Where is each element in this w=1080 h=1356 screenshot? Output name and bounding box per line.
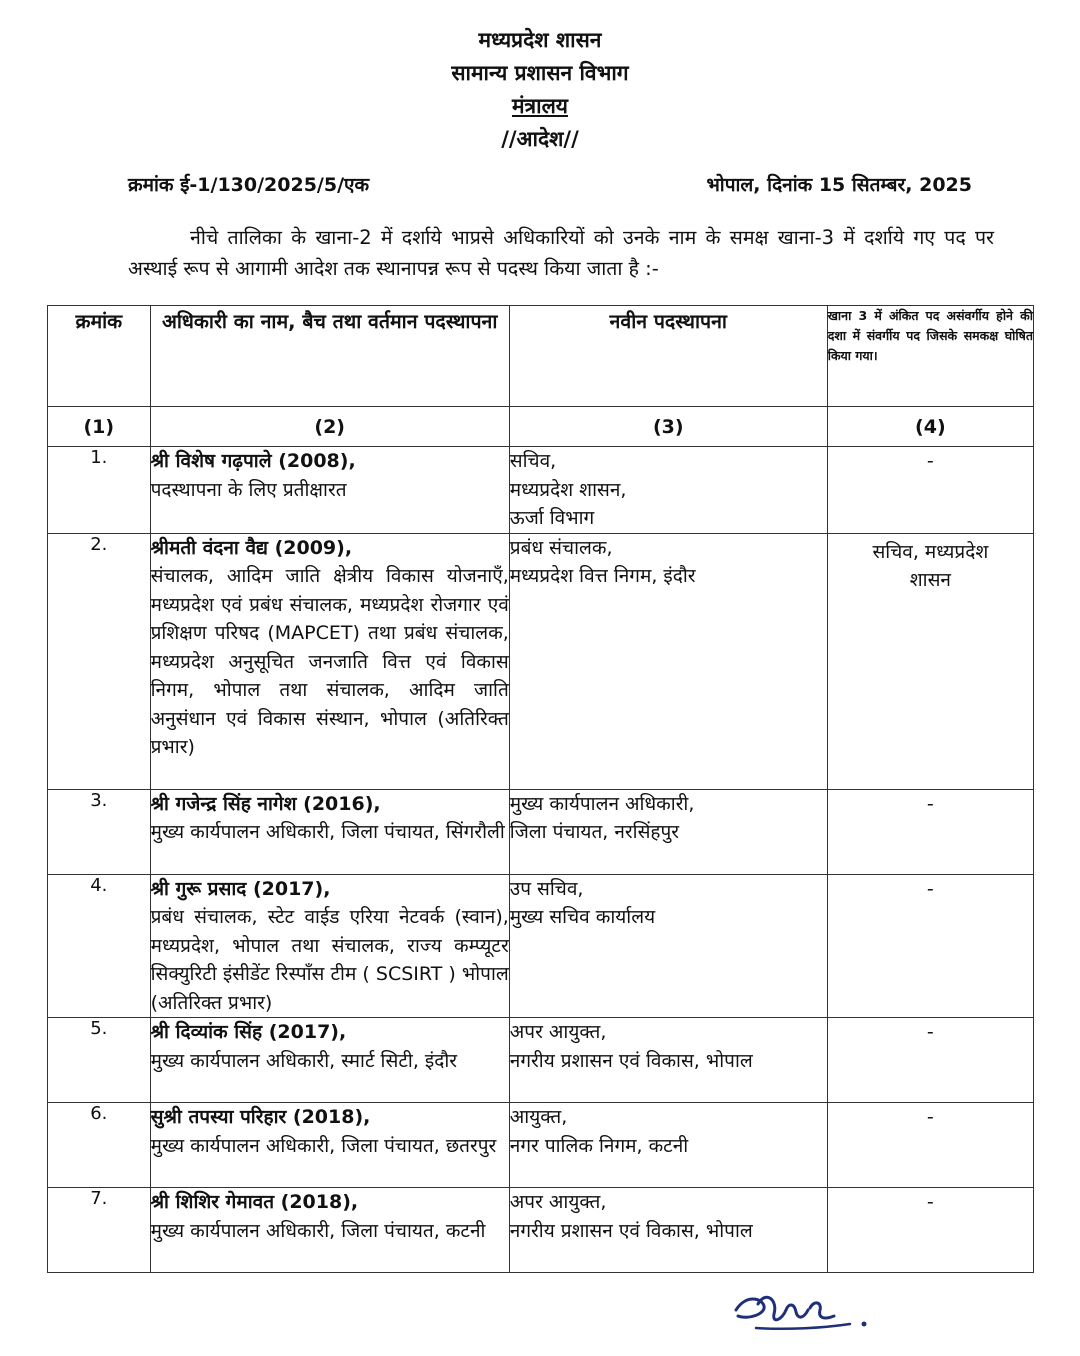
header-officer: अधिकारी का नाम, बैच तथा वर्तमान पदस्थापना [150, 306, 509, 407]
row-serial-number: 4. [48, 874, 151, 1018]
table-row [48, 533, 1034, 789]
table-row [48, 1188, 1034, 1273]
column-number: (3) [509, 407, 827, 447]
officer-cell [150, 1188, 509, 1273]
department-name: सामान्य प्रशासन विभाग [451, 61, 629, 85]
postings-table [47, 305, 1034, 1273]
order-label: //आदेश// [501, 127, 579, 151]
current-posting: प्रबंध संचालक, स्टेट वाईड एरिया नेटवर्क (स्वान), मध्यप्रदेश, भोपाल तथा संचालक, राज्य कम्प्यूटर सिक्युरिटी इंसीडेंट रिस्पाँस टीम ( SCSIRT ) भोपाल (अतिरिक्त प्रभार) [150, 906, 509, 1014]
order-number: क्रमांक ई-1/130/2025/5/एक [128, 174, 370, 196]
current-posting: संचालक, आदिम जाति क्षेत्रीय विकास योजनाएँ, मध्यप्रदेश एवं प्रबंध संचालक, मध्यप्रदेश रोजगार एवं प्रशिक्षण परिषद (MAPCET) तथा प्रबंध संचालक, मध्यप्रदेश अनुसूचित जनजाति वित्त एवं विकास निगम, भोपाल तथा संचालक, आदिम जाति अनुसंधान एवं विकास संस्थान, भोपाल (अतिरिक्त प्रभार) [150, 565, 509, 758]
officer-name: श्री विशेष गढ़पाले (2008), [150, 450, 356, 472]
new-posting-cell [509, 1018, 827, 1103]
officer-name: श्री शिशिर गेमावत (2018), [150, 1191, 359, 1213]
new-posting-line: मध्यप्रदेश शासन, [509, 478, 627, 501]
new-posting-line: अपर आयुक्त, [509, 1021, 607, 1043]
table-row [48, 1103, 1034, 1188]
officer-cell [150, 447, 509, 534]
column-number-row [48, 407, 1034, 447]
current-posting: मुख्य कार्यपालन अधिकारी, स्मार्ट सिटी, इंदौर [150, 1049, 458, 1072]
new-posting-line: मुख्य सचिव कार्यालय [509, 906, 656, 928]
column-number: (4) [827, 407, 1033, 447]
table-row [48, 1018, 1034, 1103]
header-equivalent: खाना 3 में अंकित पद असंवर्गीय होने की दशा में संवर्गीय पद जिसके समकक्ष घोषित किया गया। [827, 306, 1033, 407]
current-posting: मुख्य कार्यपालन अधिकारी, जिला पंचायत, कटनी [150, 1219, 486, 1242]
table-row [48, 447, 1034, 534]
signature-icon [728, 1280, 878, 1345]
new-posting-cell [509, 789, 827, 874]
equivalent-post: - [827, 874, 1033, 1018]
document-header [0, 24, 1080, 156]
officer-name: श्री दिव्यांक सिंह (2017), [150, 1021, 347, 1043]
table-body [48, 447, 1034, 1273]
equivalent-post: सचिव, मध्यप्रदेश शासन [827, 533, 1033, 789]
new-posting-line: जिला पंचायत, नरसिंहपुर [509, 821, 680, 843]
new-posting-line: उप सचिव, [509, 877, 584, 900]
row-serial-number: 2. [48, 533, 151, 789]
equivalent-post: - [827, 1018, 1033, 1103]
new-posting-cell [509, 1103, 827, 1188]
table-row [48, 789, 1034, 874]
header-sno: क्रमांक [48, 306, 151, 407]
officer-cell [150, 1103, 509, 1188]
header-new-posting: नवीन पदस्थापना [509, 306, 827, 407]
officer-name: श्रीमती वंदना वैद्य (2009), [150, 536, 353, 559]
new-posting-line: नगरीय प्रशासन एवं विकास, भोपाल [509, 1049, 753, 1072]
ministry-label: मंत्रालय [511, 94, 568, 118]
officer-name: सुश्री तपस्या परिहार (2018), [150, 1106, 371, 1128]
new-posting-line: ऊर्जा विभाग [509, 507, 595, 529]
new-posting-line: आयुक्त, [509, 1106, 568, 1128]
equivalent-post: - [827, 789, 1033, 874]
equivalent-post: - [827, 1103, 1033, 1188]
column-number: (2) [150, 407, 509, 447]
equivalent-post: - [827, 1188, 1033, 1273]
new-posting-cell [509, 533, 827, 789]
column-number: (1) [48, 407, 151, 447]
new-posting-line: अपर आयुक्त, [509, 1191, 607, 1213]
row-serial-number: 3. [48, 789, 151, 874]
new-posting-line: नगरीय प्रशासन एवं विकास, भोपाल [509, 1219, 753, 1242]
row-serial-number: 5. [48, 1018, 151, 1103]
table-row [48, 874, 1034, 1018]
table-header-row [48, 306, 1034, 407]
row-serial-number: 6. [48, 1103, 151, 1188]
new-posting-cell [509, 447, 827, 534]
officer-cell [150, 1018, 509, 1103]
new-posting-cell [509, 874, 827, 1018]
officer-cell [150, 789, 509, 874]
current-posting: मुख्य कार्यपालन अधिकारी, जिला पंचायत, सिंगरौली [150, 821, 505, 843]
current-posting: मुख्य कार्यपालन अधिकारी, जिला पंचायत, छतरपुर [150, 1134, 497, 1157]
officer-name: श्री गुरू प्रसाद (2017), [150, 877, 331, 900]
new-posting-cell [509, 1188, 827, 1273]
officer-name: श्री गजेन्द्र सिंह नागेश (2016), [150, 792, 381, 815]
officer-cell [150, 874, 509, 1018]
intro-paragraph: नीचे तालिका के खाना-2 में दर्शाये भाप्रसे अधिकारियों को उनके नाम के समक्ष खाना-3 में दर्शाये गए पद पर अस्थाई रूप से आगामी आदेश तक स्थानापन्न रूप से पदस्थ किया जाता है :- [128, 226, 994, 280]
govt-name: मध्यप्रदेश शासन [478, 28, 602, 52]
row-serial-number: 1. [48, 447, 151, 534]
current-posting: पदस्थापना के लिए प्रतीक्षारत [150, 478, 347, 501]
row-serial-number: 7. [48, 1188, 151, 1273]
new-posting-line: मुख्य कार्यपालन अधिकारी, [509, 792, 695, 815]
new-posting-line: सचिव, [509, 450, 557, 472]
officer-cell [150, 533, 509, 789]
new-posting-line: नगर पालिक निगम, कटनी [509, 1134, 689, 1157]
place-date: भोपाल, दिनांक 15 सितम्बर, 2025 [706, 174, 972, 196]
new-posting-line: प्रबंध संचालक, [509, 536, 613, 559]
new-posting-line: मध्यप्रदेश वित्त निगम, इंदौर [509, 565, 696, 587]
equivalent-post: - [827, 447, 1033, 534]
